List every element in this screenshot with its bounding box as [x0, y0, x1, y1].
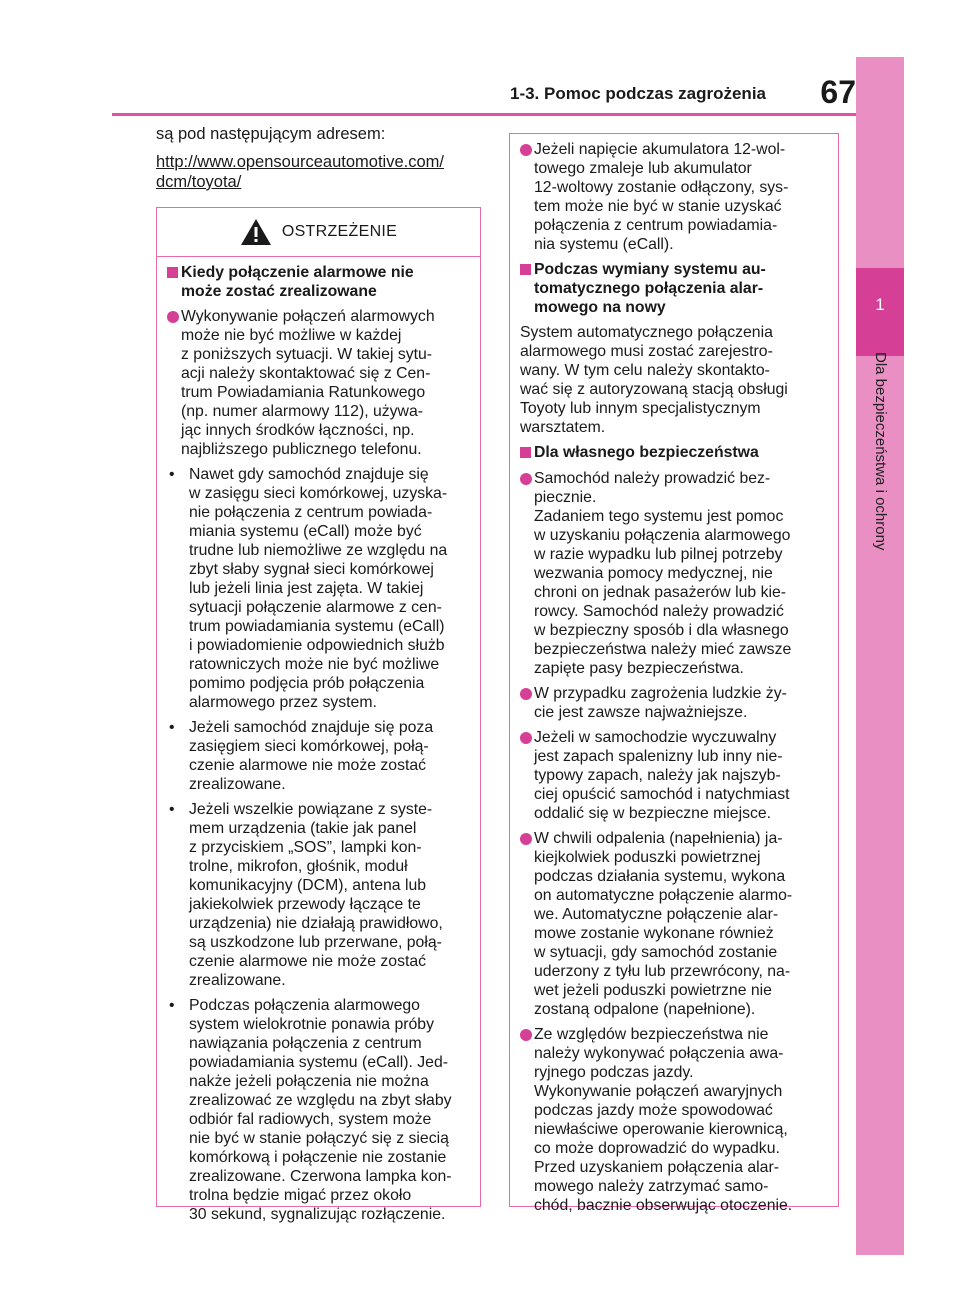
continued-warning-box: [509, 133, 839, 1214]
warning-title: OSTRZEŻENIE: [281, 223, 398, 240]
circle-bullet-icon: [520, 732, 532, 744]
circle-bullet-icon: [520, 833, 532, 845]
list-item: [520, 684, 832, 722]
warning-bullet-item: [167, 718, 474, 794]
warning-content: [157, 257, 480, 1224]
list-item-text: Jeżeli w samochodzie wyczuwalny jest zapach spalenizny lub inny nie- typowy zapach, należy jak najszyb- ciej opuścić samochód i natychmiast oddalić się w bezpieczne miejsce.: [534, 729, 790, 822]
bullet-icon: •: [169, 466, 175, 483]
warning-bullet-text: Jeżeli samochód znajduje się poza zasięgiem sieci komórkowej, połą- czenie alarmowe nie może zostać zrealizowane.: [189, 719, 434, 793]
list-item: [520, 829, 832, 1019]
warning-header: [157, 208, 480, 257]
warning-bullet-item: [167, 465, 474, 712]
warning-bullet-text: Podczas połączenia alarmowego system wielokrotnie ponawia próby nawiązania połączenia z centrum powiadamiania systemu (eCall). Jed- nakże jeżeli połączenia nie można zrealizować ze względu na zbyt słaby odbiór fal radiowych, system może nie być w stanie połączyć się z siecią komórkową i połączenie nie zostanie zrealizowane. Czerwona lampka kon- trolna będzie migać przez około 30 sekund, sygnalizując rozłączenie.: [189, 997, 452, 1223]
square-bullet-icon: [167, 267, 178, 278]
list-item-text: Jeżeli napięcie akumulatora 12-wol- towego zmaleje lub akumulator 12-woltowy zostanie odłączony, sys- tem może nie być w stanie uzyskać połączenia z centrum powiadamia- nia systemu (eCall).: [534, 141, 789, 253]
intro-text: [156, 124, 486, 200]
chapter-number: 1: [875, 295, 885, 314]
circle-bullet-icon: [520, 473, 532, 485]
warning-bullet-text: Jeżeli wszelkie powiązane z syste- mem urządzenia (takie jak panel z przyciskiem „SOS”, lampki kon- trolne, mikrofon, głośnik, moduł komunikacyjny (DCM), antena lub jakiekolwiek przewody łączące te urządzenia) nie działają prawidłowo, są uszkodzone lub przerwane, połą- czenie alarmowe nie może zostać zrealizowane.: [189, 801, 443, 989]
warning-box: [156, 207, 481, 1223]
list-item-text: W chwili odpalenia (napełnienia) ja- kiejkolwiek poduszki powietrznej podczas działania systemu, wykona on automatyczne połączenie alarmo- we. Automatyczne połączenie alar- mowe zostanie wykonane również w sytuacji, gdy samochód zostanie uderzony z tyłu lub przewrócony, na- wet jeżeli poduszki powietrzne nie zostaną odpalone (napełnione).: [534, 830, 793, 1018]
circle-bullet-icon: [520, 1029, 532, 1041]
square-bullet-icon: [520, 264, 531, 275]
bullet-icon: •: [169, 801, 175, 818]
bullet-icon: •: [169, 997, 175, 1014]
chapter-label: Dla bezpieczeństwa i ochrony: [872, 352, 889, 551]
circle-bullet-icon: [520, 144, 532, 156]
warning-bullet-item: [167, 800, 474, 990]
source-link[interactable]: http://www.opensourceautomotive.com/ dcm/toyota/: [156, 153, 444, 191]
replacement-paragraph: System automatycznego połączenia alarmowego musi zostać zarejestro- wany. W tym celu należy skontakto- wać się z autoryzowaną stacją obsługi Toyoty lub innym specjalistycznym warsztatem.: [520, 324, 788, 436]
section-heading-row: [520, 443, 832, 463]
section-heading-row: [520, 260, 832, 317]
list-item-text: W przypadku zagrożenia ludzkie ży- cie jest zawsze najważniejsze.: [534, 685, 787, 721]
list-item: [520, 140, 832, 254]
warning-triangle-icon: [240, 218, 272, 246]
list-item-text: Samochód należy prowadzić bez- piecznie. Zadaniem tego systemu jest pomoc w uzyskaniu połączenia alarmowego w razie wypadku lub pilnej potrzeby wezwania pomocy medycznej, nie chroni on jednak pasażerów lub kie- rowcy. Samochód należy prowadzić w bezpieczny sposób i dla własnego bezpieczeństwa należy mieć zawsze zapięte pasy bezpieczeństwa.: [534, 470, 792, 677]
continued-content: [510, 134, 838, 1215]
warning-intro-item: [167, 307, 474, 459]
bullet-icon: •: [169, 719, 175, 736]
chapter-tab-strip: [856, 57, 904, 1255]
warning-intro-text: Wykonywanie połączeń alarmowych może nie być możliwe w każdej z poniższych sytuacji. W takiej sytu- acji należy skontaktować się z Cen- trum Powiadamiania Ratunkowego (np. numer alarmowy 112), używa- jąc innych środków łączności, np. najbliższego publicznego telefonu.: [181, 308, 435, 458]
safety-heading: Dla własnego bezpieczeństwa: [534, 444, 759, 461]
replacement-heading: Podczas wymiany systemu au- tomatycznego połączenia alar- mowego na nowy: [534, 261, 766, 316]
list-item: [520, 469, 832, 678]
list-item: [520, 728, 832, 823]
warning-bullet-item: [167, 996, 474, 1224]
warning-bullet-text: Nawet gdy samochód znajduje się w zasięgu sieci komórkowej, uzyska- nie połączenia z centrum powiada- miania systemu (eCall) może być trudne lub niemożliwe ze względu na zbyt słaby sygnał sieci komórkowej lub jeżeli linia jest zajęta. W takiej sytuacji połączenie alarmowe z cen- trum powiadamiania systemu (eCall) i powiadomienie odpowiednich służb ratowniczych może nie być możliwe pomimo podjęcia prób połączenia alarmowego przez system.: [189, 466, 448, 711]
warning-heading: Kiedy połączenie alarmowe nie może zostać zrealizowane: [181, 264, 414, 300]
circle-bullet-icon: [167, 311, 179, 323]
section-title: 1-3. Pomoc podczas zagrożenia: [509, 84, 766, 103]
page-number: 67: [820, 74, 856, 110]
intro-line: są pod następującym adresem:: [156, 125, 386, 143]
list-item: [520, 1025, 832, 1215]
warning-heading-row: [167, 263, 474, 301]
square-bullet-icon: [520, 447, 531, 458]
list-item-text: Ze względów bezpieczeństwa nie należy wykonywać połączenia awa- ryjnego podczas jazdy. Wykonywanie połączeń awaryjnych podczas jazdy może spowodować niewłaściwe operowanie kierownicą, co może doprowadzić do wypadku. Przed uzyskaniem połączenia alar- mowego należy zatrzymać samo- chód, bacznie obserwując otoczenie.: [534, 1026, 793, 1214]
header-divider: [112, 113, 856, 116]
circle-bullet-icon: [520, 688, 532, 700]
